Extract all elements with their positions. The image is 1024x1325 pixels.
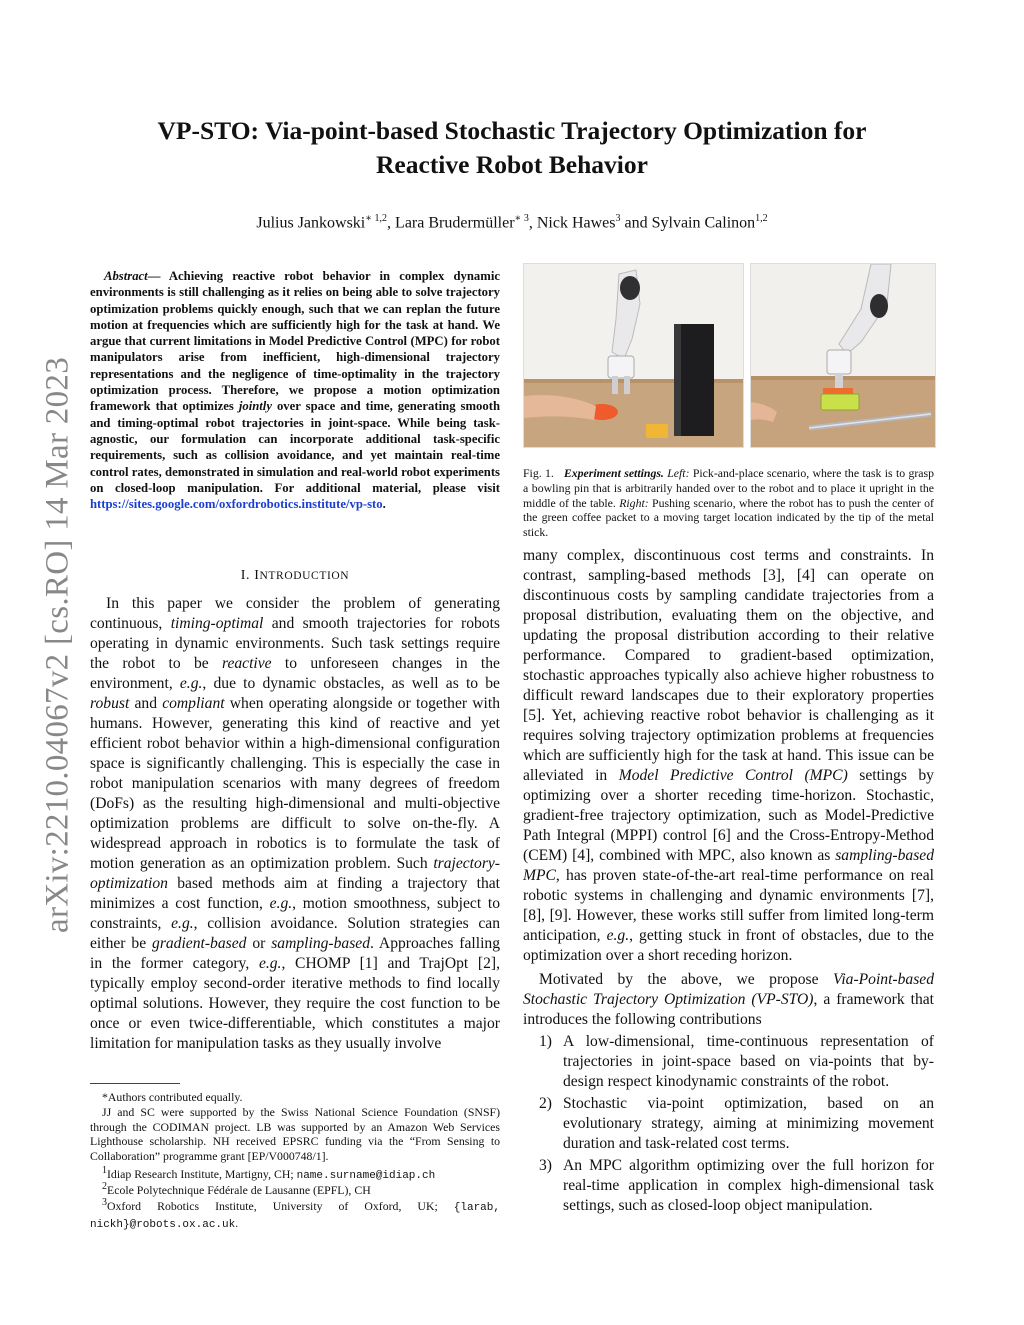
contribution-intro-paragraph: Motivated by the above, we propose Via-Point-based Stochastic Trajectory Optimization (VP-STO), a framework that introduces the following contributions	[523, 971, 934, 1028]
section-heading-introduction	[90, 568, 500, 584]
abstract	[90, 268, 500, 512]
section-title-rest: NTRODUCTION	[259, 570, 350, 582]
figure-caption-title: Experiment settings.	[563, 466, 664, 480]
list-item: 1) A low-dimensional, time-continuous representation of trajectories in joint-space based on via-points that by-design respect kinodynamic constraints of the robot.	[539, 1033, 934, 1090]
figure-photo-right	[750, 263, 936, 448]
author-sep: and	[620, 214, 652, 232]
author-list	[90, 208, 934, 234]
footnote-affiliation-1: $^1$Idiap Research Institute, Martigny, CH; name.surname@idiap.ch	[102, 1165, 436, 1182]
abstract-label: Abstract	[104, 269, 148, 283]
arxiv-side-identifier	[28, 345, 88, 945]
paper-title	[90, 114, 934, 182]
pick-and-place-scene	[524, 264, 743, 447]
figure-caption: Fig. 1. Experiment settings. Left: Pick-and-place scenario, where the task is to grasp a bowling pin that is arbitrarily handed over to the robot and to place it upright in the middle of the table. Right: Pushing scenario, where the robot has to push the center of the green coffee packet to a moving target location indicated by the tip of the metal stick.	[523, 466, 934, 540]
title-line-2: Reactive Robot Behavior	[376, 150, 648, 179]
figure-label: Fig. 1.	[523, 466, 554, 480]
author-3: Nick Hawes	[536, 214, 616, 232]
footnote-affiliation-3: $^3$Oxford Robotics Institute, University of Oxford, UK; {larab, nickh}@robots.ox.ac.uk.	[90, 1197, 500, 1231]
continued-paragraph: many complex, discontinuous cost terms and constraints. In contrast, sampling-based methods [3], [4] can operate on discontinuous costs by sampling candidate trajectories from a proposal distribution, evaluating them on the objective, and updating the proposal distribution according to their relative performance. Compared to gradient-based optimization, stochastic approaches typically also achieve higher robustness to difficult reward landscapes due to their exploratory properties [5]. Yet, achieving reactive robot behavior is challenging as it requires solving trajectory optimization problems at frequencies which are sufficiently high for the task at hand. This issue can be alleviated in Model Predictive Control (MPC) settings by optimizing over a shorter receding time-horizon. Stochastic, gradient-free trajectory optimization, such as Model-Predictive Path Integral (MPPI) control [6] and the Cross-Entropy-Method (CEM) [4], combined with MPC, also known as sampling-based MPC, has proven state-of-the-art real-time performance on real robotic systems in challenging and dynamic environments [7], [8], [9]. However, these works still suffer from limited long-term anticipation, e.g., getting stuck in front of obstacles, due to the optimization over a short receding horizon.	[523, 547, 934, 964]
pushing-scene	[751, 264, 935, 447]
abstract-text-2: over space and time, generating smooth and timing-optimal robot trajectories in joint-space. While being task-agnostic, our formulation can incorporate additional task-specific requirements, such as collision avoidance, and yet maintain real-time control rates, demonstrated in simulation and real-world robot experiments on closed-loop manipulation. For additional material, please visit	[90, 399, 500, 495]
caption-right-label: Right:	[619, 495, 649, 510]
author-3-affil: 3	[615, 213, 621, 224]
figure-photo-left	[523, 263, 744, 448]
footnote-affiliation-2: $^2$Ecole Polytechnique Fédérale de Lausanne (EPFL), CH	[102, 1181, 371, 1197]
abstract-emphasis: jointly	[238, 399, 272, 414]
author-4-affil: 1,2	[755, 213, 768, 224]
author-1: Julius Jankowski	[256, 214, 366, 232]
author-sep: ,	[528, 214, 537, 232]
abstract-text: Achieving reactive robot behavior in complex dynamic environments is still challenging as it relies on being able to solve trajectory optimization problems quickly enough, such that we can replan the future motion at frequencies which are sufficiently high for the task at hand. We argue that current limitations in Model Predictive Control (MPC) for robot manipulators arise from inefficient, high-dimensional trajectory representations and the negligence of time-optimality in the trajectory optimization process. Therefore, we propose a motion optimization framework that optimizes	[90, 269, 500, 414]
arxiv-id-text: arXiv:2210.04067v2 [cs.RO] 14 Mar 2023	[39, 357, 76, 933]
caption-left-label: Left:	[667, 466, 690, 480]
footnote-equal-contribution: *Authors contributed equally.	[102, 1090, 243, 1104]
right-column-body	[523, 546, 934, 1216]
list-item: 3) An MPC algorithm optimizing over the full horizon for real-time application in complex high-dimensional task settings, such as closed-loop object manipulation.	[539, 1157, 934, 1214]
author-2: Lara Brudermüller	[395, 214, 515, 232]
section-number: I.	[240, 568, 255, 583]
coffee-packet	[821, 394, 859, 410]
section-initial: I	[254, 568, 260, 583]
author-1-affil: ∗ 1,2	[365, 213, 388, 224]
footnote-rule	[90, 1083, 180, 1084]
project-link[interactable]: https://sites.google.com/oxfordrobotics.institute/vp-sto	[90, 497, 383, 512]
abstract-dash: —	[147, 269, 169, 283]
contribution-list	[523, 1032, 934, 1216]
target-sponge	[646, 424, 668, 438]
title-line-1: VP-STO: Via-point-based Stochastic Trajectory Optimization for	[157, 116, 867, 145]
introduction-body	[90, 594, 500, 1054]
author-sep: ,	[387, 214, 396, 232]
list-item: 2) Stochastic via-point optimization, based on an evolutionary strategy, aiming at minimizing movement duration and task-related cost terms.	[539, 1095, 934, 1152]
author-2-affil: ∗ 3	[514, 213, 529, 224]
intro-paragraph: In this paper we consider the problem of generating continuous, timing-optimal and smooth trajectories for robots operating in dynamic environments. Such task settings require the robot to be reactive to unforeseen changes in the environment, e.g., due to dynamic obstacles, as well as to be robust and compliant when operating alongside or together with humans. However, generating this kind of reactive and yet efficient robot behavior within a high-dimensional configuration space is significantly challenging. This is especially the case in robot manipulation scenarios with many degrees of freedom (DoFs) as the resulting high-dimensional and multi-objective optimization problems are difficult to solve on-the-fly. A widespread approach in robotics is to formulate the task of motion generation as an optimization problem. Such trajectory-optimization based methods aim at finding a trajectory that minimizes a cost function, e.g., motion smoothness, subject to constraints, e.g., collision avoidance. Solution strategies can either be gradient-based or sampling-based. Approaches falling in the former category, e.g., CHOMP [1] and TrajOpt [2], typically employ second-order iterative methods to find locally optimal solutions. However, they require the cost function to be once or even twice-differentiable, which constitutes a major limitation for manipulation tasks as they usually involve	[90, 595, 501, 1052]
author-4: Sylvain Calinon	[651, 214, 756, 232]
footnote-funding: JJ and SC were supported by the Swiss National Science Foundation (SNSF) through the CODIMAN project. LB was supported by an Amazon Web Services Lighthouse scholarship. NH received EPSRC funding via the “From Sensing to Collaboration” programme grant [EP/V000748/1].	[90, 1105, 500, 1163]
abstract-end: .	[382, 497, 386, 512]
